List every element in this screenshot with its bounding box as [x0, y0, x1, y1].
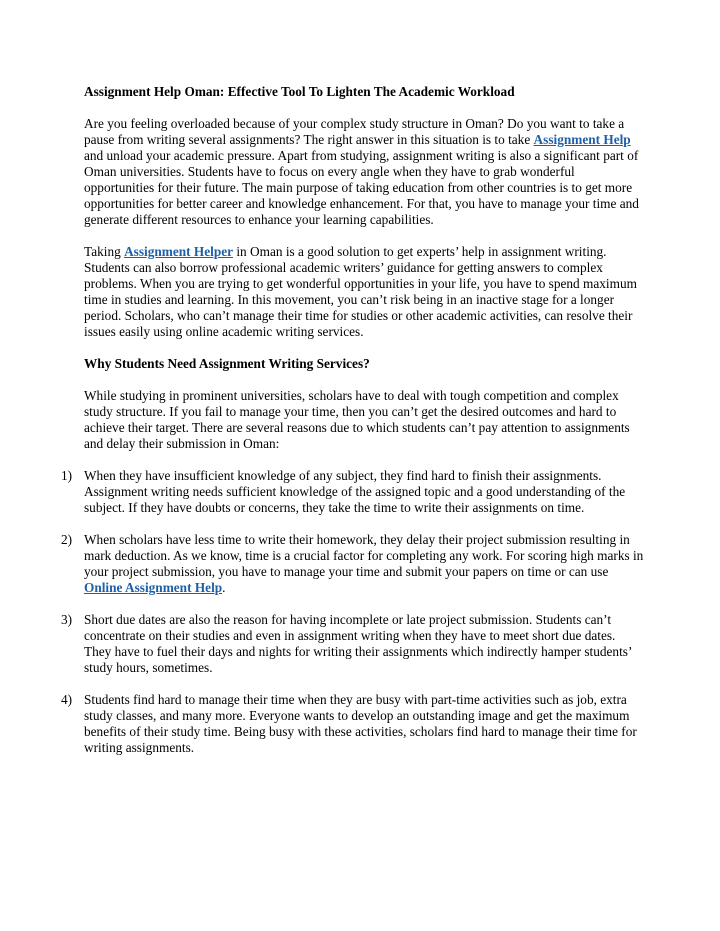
assignment-help-link[interactable]: Assignment Help: [533, 132, 631, 147]
list-item-number: 4): [61, 692, 73, 707]
paragraph-helper-text-after: in Oman is a good solution to get experts’ help in assignment writing. Students can also borrow professional academic writers’ guidance for getting answers to complex problems. When you are trying to get wonderful opportunities in your life, you have to spend maximum time in studies and learning. In this movement, you can’t risk being in an inactive stage for a longer period. Scholars, who can’t manage their time for studies or other academic activities, can resolve their issues easily using online academic writing services.: [84, 244, 637, 339]
list-item-text: Short due dates are also the reason for having incomplete or late project submission. Students can’t concentrate on their studies and even in assignment writing when they have to meet short due dates. They have to fuel their days and nights for writing their assignments which indirectly hamper students’ study hours, sometimes.: [84, 612, 632, 675]
document-title: Assignment Help Oman: Effective Tool To Lighten The Academic Workload: [84, 84, 515, 99]
paragraph-helper: [84, 244, 644, 340]
paragraph-intro-text-before: Are you feeling overloaded because of your complex study structure in Oman? Do you want to take a pause from writing several assignments? The right answer in this situation is to take: [84, 116, 625, 147]
paragraph-intro: [84, 116, 644, 228]
list-item-number: 2): [61, 532, 73, 547]
paragraph-helper-text-before: Taking: [84, 244, 125, 259]
list-item-number: 3): [61, 612, 73, 627]
list-item: [61, 468, 644, 516]
list-item: [61, 692, 644, 756]
list-item-text: Students find hard to manage their time when they are busy with part-time activities such as job, extra study classes, and many more. Everyone wants to develop an outstanding image and get the maximum benefits of their study time. Being busy with these activities, scholars find hard to manage their time for writing assignments.: [84, 692, 637, 755]
section-heading: Why Students Need Assignment Writing Services?: [84, 356, 370, 371]
paragraph-reasons-intro: While studying in prominent universities, scholars have to deal with tough competition and complex study structure. If you fail to manage your time, then you can’t get the desired outcomes and hard to achieve their target. There are several reasons due to which students can’t pay attention to assignments and delay their submission in Oman:: [84, 388, 630, 451]
list-item-text: When they have insufficient knowledge of any subject, they find hard to finish their assignments. Assignment writing needs sufficient knowledge of the assigned topic and a good understanding of the subject. If they have doubts or concerns, they take the time to write their assignments on time.: [84, 468, 626, 515]
reasons-list: [61, 468, 644, 756]
list-item-text-after: .: [222, 580, 226, 595]
paragraph-intro-text-after: and unload your academic pressure. Apart from studying, assignment writing is also a significant part of Oman universities. Students have to focus on every angle when they have to grab wonderful opportunities for their future. The main purpose of taking education from other countries is to get more opportunities for better career and knowledge enhancement. For that, you have to manage your time and generate different resources to enhance your learning capabilities.: [84, 148, 639, 227]
list-item: [61, 532, 644, 596]
list-item-number: 1): [61, 468, 73, 483]
list-item: [61, 612, 644, 676]
online-assignment-help-link[interactable]: Online Assignment Help: [84, 580, 223, 595]
assignment-helper-link[interactable]: Assignment Helper: [124, 244, 234, 259]
document-page: [61, 84, 644, 772]
list-item-text-before: When scholars have less time to write their homework, they delay their project submission resulting in mark deduction. As we know, time is a crucial factor for completing any work. For scoring high marks in your project submission, you have to manage your time and submit your papers on time or can use: [84, 532, 644, 579]
